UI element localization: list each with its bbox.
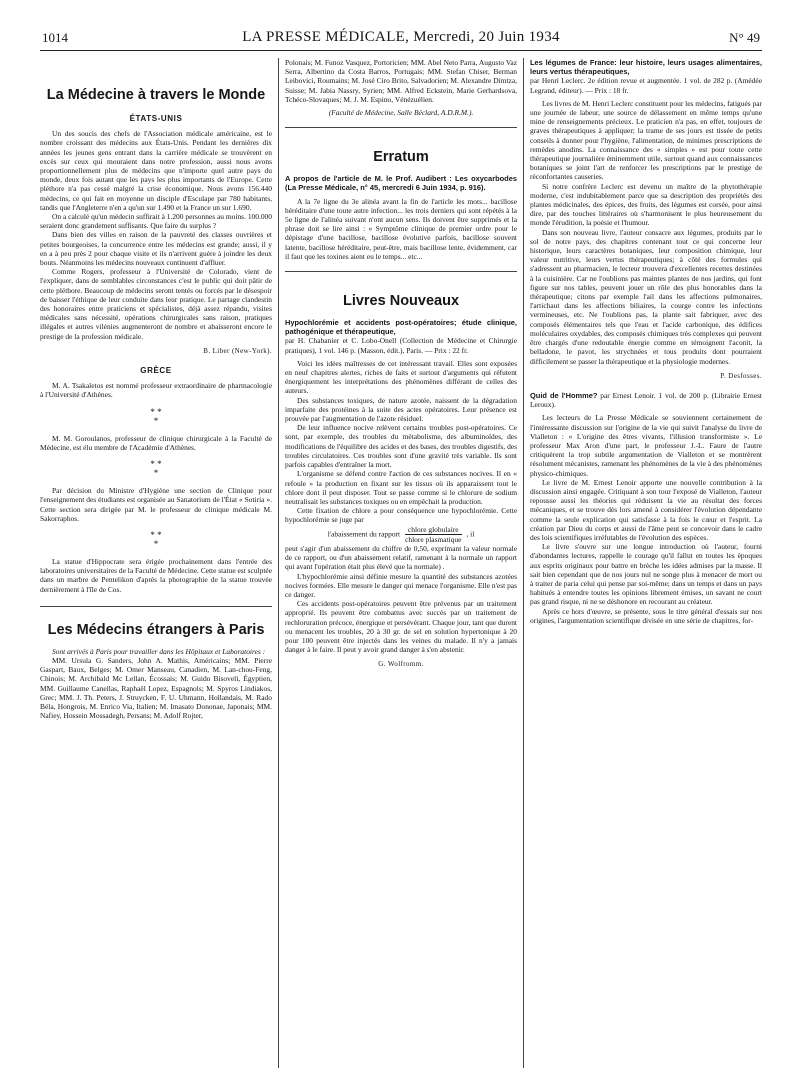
separator-stars: * * * bbox=[150, 459, 162, 479]
formula-tail: , il bbox=[466, 528, 475, 538]
formula-lead: l'abaissement du rapport bbox=[327, 528, 401, 538]
paragraph: Ces accidents post-opératoires peuvent être prévenus par un traitement approprié. Ils peuvent être combattus avec succès par un traitement de rechloruration précoce, énergique et persévérant. Chaque jour, tant que durent ou menacent les troubles, 20 à 30 gr. de sel en solution hypertonique à 20 pour 100 peuvent être injectés dans les veines du malade. Il n'y a jamais danger à le faire. Il peut y avoir grand danger à s'en abstenir. bbox=[285, 599, 517, 655]
separator-stars: * * * bbox=[150, 529, 162, 549]
column-left bbox=[40, 58, 272, 1068]
paragraph: Le livre s'ouvre sur une longue introduction où l'auteur, fourni d'abondantes lectures, rappelle le courage qu'il fallut en toutes les époques aux esprits originaux pour battre en brèche les idées admises par la masse. Il sait bien cependant que de nos jours nul ne songe plus à menacer de mort ou à traiter de paria celui qui pense par soi-même; dans un temps et dans un pays habitués à entendre toutes les opinions librement émises, un savant ne court pas grand risque, ni ne se déshonore en recourant au créateur. bbox=[530, 542, 762, 607]
page-header bbox=[40, 28, 762, 51]
paragraph: De leur influence nocive relèvent certains troubles post-opératoires. Ce sont, par exemple, des troubles du métabolisme, des albuminoïdes, des modifications de l'équilibre des acides et des bases, des troubles digestifs, des troubles circulatoires. Ces troubles sont d'une gravité très variable. Ils sont parfois capables d'entraîner la mort. bbox=[285, 423, 517, 470]
paragraph: Sont arrivés à Paris pour travailler dans les Hôpitaux et Laboratoires : bbox=[52, 646, 266, 656]
credit-line: (Faculté de Médecine, Salle Béclard, A.D.R.M.). bbox=[328, 108, 474, 118]
paragraph: Si notre confrère Leclerc est devenu un maître de la phytothérapie moderne, c'est indubitablement parce que sa description des propriétés des plantes médicinales, des épices, des fruits, des légumes est corsée, pour ainsi dire, par des touches littéraires où s'harmonisent le plus heureusement du monde l'érudition, la poésie et l'humour. bbox=[530, 181, 762, 228]
book-title: Les légumes de France: leur histoire, leurs usages alimentaires, leurs vertus thérapeutiques, bbox=[530, 58, 762, 77]
column-middle bbox=[285, 58, 517, 1068]
book-reference: par H. Chabanier et C. Lobo-Onell (Collection de Médecine et Chirurgie pratiques), 1 vol. 146 p. (Masson, édit.), Paris. — Prix : 22 fr. bbox=[285, 336, 517, 355]
paragraph: M. M. Goroulanos, professeur de clinique chirurgicale à la Faculté de Médecine, est élu membre de l'Académie d'Athènes. bbox=[40, 433, 272, 452]
paragraph: Le livre de M. Ernest Lenoir apporte une nouvelle contribution à la discussion ainsi engagée. Critiquant à son tour l'exposé de Vialleton, l'auteur repousse aussi les théories qui réduisent la vie au résultat des forces mécaniques, et se trouve dès lors amené à considérer l'évolution dépendante comme la seule explication qui satisfasse à la fois le cœur et l'esprit. La création par Dieu du corps et aussi de l'âme peut se concevoir dans le cadre des lois scientifiques irréfutables de l'évolution des espèces. bbox=[530, 477, 762, 542]
section-title-world: La Médecine à travers le Monde bbox=[46, 87, 266, 103]
paragraph: L'organisme se défend contre l'action de ces substances nocives. Il en « refoule » la production en fixant sur les tissus où ils apparaissent tout le chlore dont il peut disposer. Tout se passe comme si le chlorure de sodium neutralisait les substances toxiques ou en empêchait la production. bbox=[285, 469, 517, 506]
divider bbox=[40, 606, 272, 607]
book-reference: par Ernest Lenoir. 1 vol. de 200 p. (Librairie Ernest Leroux). bbox=[530, 390, 762, 410]
paragraph: Les lecteurs de La Presse Médicale se souviennent certainement de l'intéressante discussion sur l'origine de la vie qui suivit l'analyse du livre de Vialleton : « L'origine des êtres vivants, l'illusion transformiste ». Le professeur Max Aron d'une part, le professeur J.-L. Faure de l'autre critiquèrent la trop subtile argumentation de Vialleton et se montrèrent résolument mécanistes, ramenant les phénomènes de la vie à des phénomènes physico-chimiques. bbox=[530, 413, 762, 478]
section-title-foreign: Les Médecins étrangers à Paris bbox=[47, 621, 265, 638]
paragraph: Dans bien des villes en raison de la pauvreté des classes ouvrières et petites bourgeoises, la concurrence entre les médecins est grande; aussi, il y en a à peu près 2 pour chaque visite et ils n'arrivent guère à joindre les deux bouts. Néanmoins les médecins nouveaux continuent d'affluer. bbox=[40, 230, 272, 268]
paragraph: Par décision du Ministre d'Hygiène une section de Clinique pour l'enseignement des étudiants est organisée au Sanatorium de l'État « Sotiria ». Cette section sera dirigée par M. le professeur de clinique médicale M. Sakorraphos. bbox=[40, 486, 272, 523]
paragraph: On a calculé qu'un médecin suffirait à 1.200 personnes au moins. 100.000 seraient donc grandement suffisants. Que faire du surplus ? bbox=[40, 212, 272, 231]
paragraph: Polonais; M. Funoz Vasquez, Portoricien; MM. Abel Neto Parra, Augusto Vaz Serra, Albertino da Costa Barros, Portugais; MM. Stefan Chiser, Berman Leibovici, Roumains; M. José Ciro Brito, Salvadorien; M. Alexandre Dimtza, Suisse; M. Jabia Nassry, Syrien; MM. Alfred Eckstein, Marie Gerhardsova, Tchéco-Slovaques; M. J. M. Espino, Vénézuélien. bbox=[285, 58, 517, 104]
paragraph: Après ce hors d'œuvre, se présente, sous le titre général d'essais sur nos origines, l'argumentation scientifique divisée en une série de chapitres, for- bbox=[530, 606, 762, 625]
ratio-formula bbox=[285, 525, 517, 544]
paragraph: peut s'agir d'un abaissement du chiffre de 0,50, exprimant la valeur normale de ce rapport, ou d'un abaissement relatif, ramenant à la normale un rapport qui avant l'opération était plus élevé que la normale) . bbox=[285, 543, 517, 572]
paragraph: MM. Ursula G. Sanders, John A. Mathis, Américains; MM. Pierre Gaspart, Baux, Belges; M. Omer Manseau, Canadien, M. Lan-chou-Feng, Chinois; M. Archibald Mc Lellan, Écossais; M. Guido Bisoveli, Égyptien, MM. Guillaume Canellas, Raphaël Lopez, Espagnols; M. Spyros Lindiakos, Grec; MM. J. Th. Peters, J. Struycken, F. U. Uhmann, Hollandais, M. Rado Béla, Hongrois, M. Enrico Via, Italien; M. Imasato Dononae, Japonais; MM. Nafiey, Hossein Mossadegh, Persans; M. Adolf Rojter, bbox=[40, 655, 272, 721]
heading-greece: GRÈCE bbox=[140, 366, 172, 376]
erratum-reference: A propos de l'article de M. le Prof. Audibert : Les oxycarbodes (La Presse Médicale, n° 45, mercredi 6 Juin 1934, p. 916). bbox=[285, 174, 517, 193]
paragraph: Dans son nouveau livre, l'auteur consacre aux légumes, produits par le sol de notre pays, des chapitres contenant tout ce qui concerne leur historique, leurs caractères botaniques, leur composition chimique, leur valeur nutritive, leurs vertus thérapeutiques; à côté des formules qui s'adressent au pharmacien, le lecteur trouvera d'excellentes recettes destinées à la cuisinière. Car ne l'oublions pas maintes plantes de nos jardins, qui font figure sur nos tables, peuvent jouer un rôle des plus honorables dans la thérapeutique; citons par exemple l'ail dans les affections pulmonaires, l'artichaut dans les affections biliaires, la courge contre les infections vermineuses, etc. Ne l'oublions pas, la plante sait fabriquer, avec des composés élémentaires tels que l'eau et l'acide carbonique, des édifices moléculaires oxydables, des composés chimiques très complexes qui peuvent être chargés d'une redoutable énergie comme en témoignent l'aconit, la belladone, le pavot, les strychnées et tous produits dont pourraient difficilement se passer la thérapeutique et la physiologie modernes. bbox=[530, 227, 762, 366]
column-rule-1 bbox=[278, 58, 279, 1068]
journal-title: LA PRESSE MÉDICALE, Mercredi, 20 Juin 1934 bbox=[242, 29, 560, 45]
paragraph: Des substances toxiques, de nature azotée, naissent de la dégradation imparfaite des protéines à la suite des actes opératoires. Leur présence est prouvée par l'augmentation de l'azote résiduel. bbox=[285, 395, 517, 424]
signature: G. Wolfromm. bbox=[378, 660, 424, 669]
paragraph: Cette fixation de chlore a pour conséquence une hypochlorémie. Cette hypochlorémie se juge par bbox=[285, 506, 517, 525]
page-number: 1014 bbox=[42, 30, 68, 45]
paragraph: Les livres de M. Henri Leclerc constituent pour les médecins, fatigués par une journée de labeur, une source de délassement en même temps qu'une mine de renseignements précieux. Le praticien n'a pas, en effet, toujours de graves thérapeutiques à appliquer; la trame de ses jours est tissée de petits conseils à donner pour l'hygiène, l'alimentation, de minimes prescriptions de remèdes anodins. La connaissance des « simples » est pour toute cette thérapeutique journalière éminemment utile, surtout quand aux connaissances botaniques se joint l'art de renforcer les prescriptions par le prestige de réconfortantes causeries. bbox=[530, 98, 762, 182]
separator-stars: * * * bbox=[150, 406, 162, 426]
signature: B. Liber (New-York). bbox=[203, 346, 272, 355]
section-title-erratum: Erratum bbox=[373, 149, 429, 166]
book-title: Hypochlorémie et accidents post-opératoires; étude clinique, pathogénique et thérapeutique, bbox=[285, 318, 517, 337]
paragraph: La statue d'Hippocrate sera érigée prochainement dans l'entrée des laboratoires universitaires de la Faculté de Médecine. Cette statue est sculptée dans un marbre de Pentelikon d'après la photographie de la statue trouvée dernièrement à l'île de Cos. bbox=[40, 556, 272, 594]
paragraph: A la 7e ligne du 3e alinéa avant la fin de l'article les mots... bacillose héréditaire d'une toute autre infection... les trois derniers qui sont répétés à la 5e ligne de l'alinéa suivant n'ont aucun sens. Ils doivent être supprimés et la phrase doit se lire ainsi : « Symptôme clinique de premier ordre pour le dépistage d'une bacillose, bacillose évolutive parfois, bacillose souvent latente, bacillose héréditaire, peut-être, mais bacillose lente, évidemment, car il faut que les toxines aient eu le temps... etc... bbox=[285, 196, 517, 261]
heading-usa: ÉTATS-UNIS bbox=[129, 114, 183, 123]
divider bbox=[285, 271, 517, 272]
book-reference: par Henri Leclerc. 2e édition revue et augmentée. 1 vol. de 282 p. (Amédée Legrand, éditeur). — Prix : 18 fr. bbox=[530, 76, 762, 95]
column-rule-2 bbox=[523, 58, 524, 1068]
paragraph: Un des soucis des chefs de l'Association médicale américaine, est le nombre croissant des médecins aux États-Unis. Pendant les dernières dix années les jeunes gens entrant dans la carrière médicale se trouvèrent en excès sur ceux qui mouraient dans notre profession, aussi nous avons proportionnellement plus de médecins que n'importe quel autre pays du monde, deux fois autant que les pays les plus importants de l'Europe. Cette pléthore n'a pas cessé malgré la crise économique. Nous avons 156.440 médecins, ce qui fait en moyenne un disciple d'Esculape par 780 habitants, tandis que l'Angleterre n'en a qu'un sur 1.490 et la France un sur 1.690. bbox=[40, 129, 272, 212]
formula-denominator: chlore plasmatique bbox=[405, 534, 462, 544]
divider bbox=[285, 127, 517, 128]
paragraph: Voici les idées maîtresses de cet intéressant travail. Elles sont exposées en neuf chapitres alertes, riches de faits et surtout d'arguments qui réfutent énergiquement les interprétations des phénomènes différant de celles des auteurs. bbox=[285, 358, 517, 396]
formula-numerator: chlore globulaire bbox=[405, 525, 462, 535]
paragraph: L'hypochlorémie ainsi définie mesure la quantité des substances azotées nocives formées. Elle mesure le danger qui menace l'organisme. Elle n'est pas ce danger. bbox=[285, 571, 517, 599]
paragraph: Comme Rogers, professeur à l'Université de Colorado, vient de l'expliquer, dans de semblables circonstances c'est le public qui doit pâtir de cette pléthore. Beaucoup de médecins seront tentés ou forcés par le désespoir de baisser l'éthique de leur conduite dans leur pratique. Le partage clandestin des honoraires entre praticiens et spécialistes, déjà assez répandu, visites médicales sans nécessité, opérations chirurgicales sans raison, pratiques illégales et autres vilénies augmenteront de nombre et abaisseront encore le prestige de la profession médicale. bbox=[40, 267, 272, 341]
issue-number: N° 49 bbox=[729, 30, 760, 45]
book-title: Quid de l'Homme? bbox=[530, 390, 598, 400]
column-right bbox=[530, 58, 762, 1068]
signature: P. Desfosses. bbox=[720, 371, 762, 380]
section-title-books: Livres Nouveaux bbox=[342, 293, 460, 310]
paragraph: M. A. Tsakaletos est nommé professeur extraordinaire de pharmacologie à l'Université d'Athènes. bbox=[40, 381, 272, 400]
